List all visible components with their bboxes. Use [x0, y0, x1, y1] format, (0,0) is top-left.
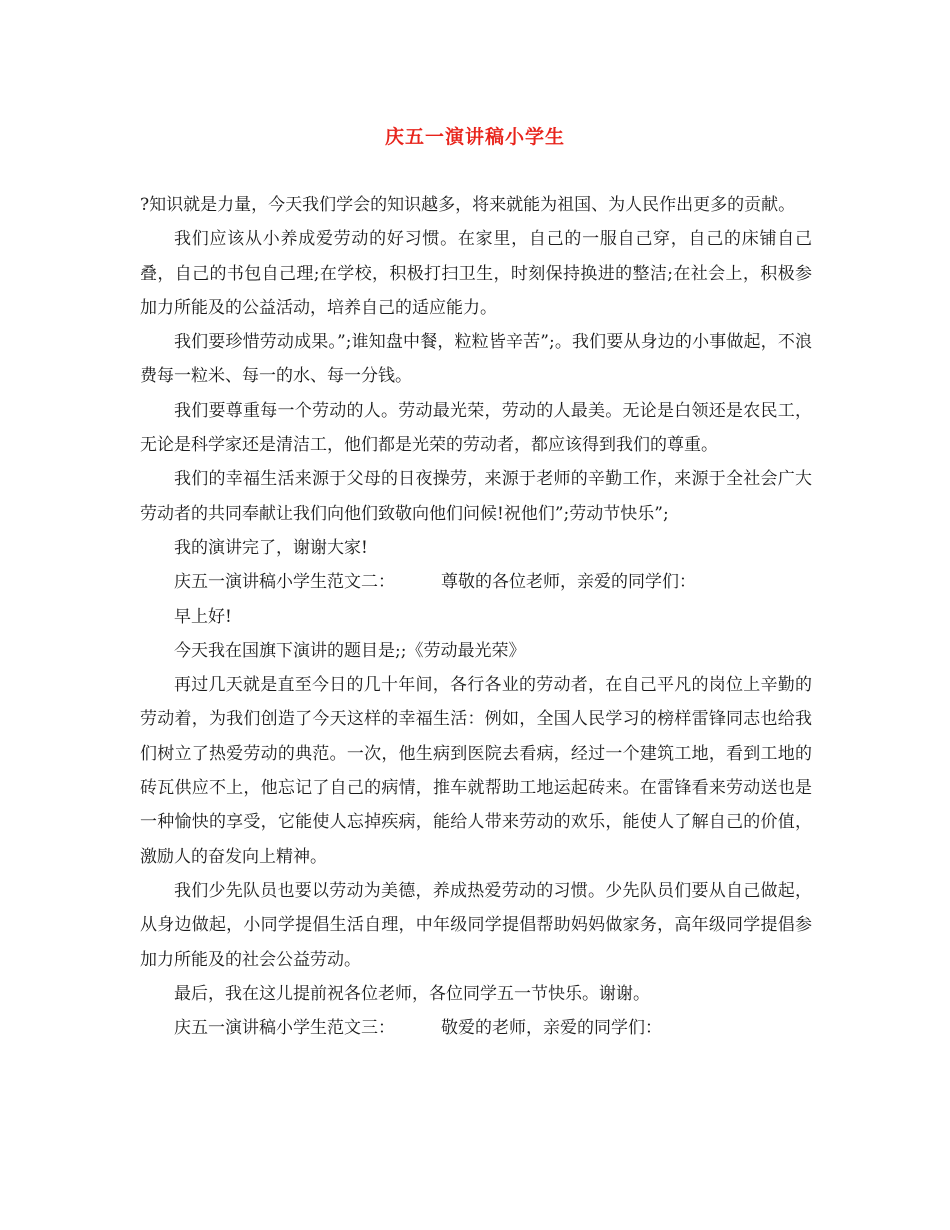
paragraph-1: ?知识就是力量，今天我们学会的知识越多，将来就能为祖国、为人民作出更多的贡献。 [140, 195, 796, 215]
paragraph-9: 再过几天就是直至今日的几十年间，各行各业的劳动者，在自己平凡的岗位上辛勤的劳动着，为我们创造了今天这样的幸福生活：例如，全国人民学习的榜样雷锋同志也给我们树立了热爱劳动的典范。一次，他生病到医院去看病，经过一个建筑工地，看到工地的砖瓦供应不上，他忘记了自己的病情，推车就帮助工地运起砖来。在雷锋看来劳动送也是一种愉快的享受，它能使人忘掉疾病，能给人带来劳动的欢乐，能使人了解自己的价值，激励人的奋发向上精神。 [140, 675, 812, 867]
paragraph-6: 我的演讲完了，谢谢大家! [174, 537, 368, 558]
paragraph-4: 我们要尊重每一个劳动的人。劳动最光荣，劳动的人最美。无论是白领还是农民工，无论是科学家还是清洁工，他们都是光荣的劳动者，都应该得到我们的尊重。 [140, 400, 812, 456]
paragraph-7: 早上好! [174, 606, 232, 627]
document-body [140, 188, 812, 1045]
section-3-line [140, 1011, 812, 1045]
section-2-greeting: 尊敬的各位老师，亲爱的同学们： [441, 572, 696, 593]
section-3-greeting: 敬爱的老师，亲爱的同学们： [441, 1018, 662, 1039]
section-2-line [140, 565, 812, 599]
section-2-heading: 庆五一演讲稿小学生范文二： [174, 572, 395, 593]
paragraph-5: 我们的幸福生活来源于父母的日夜操劳，来源于老师的辛勤工作，来源于全社会广大劳动者的共同奉献让我们向他们致敬向他们问候!祝他们”;劳动节快乐”; [140, 469, 812, 524]
section-3-heading: 庆五一演讲稿小学生范文三： [174, 1018, 395, 1039]
document-title: 庆五一演讲稿小学生 [384, 126, 565, 148]
paragraph-10: 我们少先队员也要以劳动为美德，养成热爱劳动的习惯。少先队员们要从自己做起，从身边做起，小同学提倡生活自理，中年级同学提倡帮助妈妈做家务，高年级同学提倡参加力所能及的社会公益劳动。 [140, 880, 812, 970]
paragraph-2: 我们应该从小养成爱劳动的好习惯。在家里，自己的一服自己穿，自己的床铺自己叠，自己的书包自己理;在学校，积极打扫卫生，时刻保持换进的整洁;在社会上，积极参加力所能及的公益活动，培养自己的适应能力。 [140, 229, 812, 318]
paragraph-11: 最后，我在这儿提前祝各位老师，各位同学五一节快乐。谢谢。 [174, 983, 650, 1004]
paragraph-3: 我们要珍惜劳动成果。”;谁知盘中餐，粒粒皆辛苦”;。我们要从身边的小事做起，不浪费每一粒米、每一的水、每一分钱。 [140, 332, 812, 387]
paragraph-8: 今天我在国旗下演讲的题目是;;《劳动最光荣》 [174, 640, 526, 661]
